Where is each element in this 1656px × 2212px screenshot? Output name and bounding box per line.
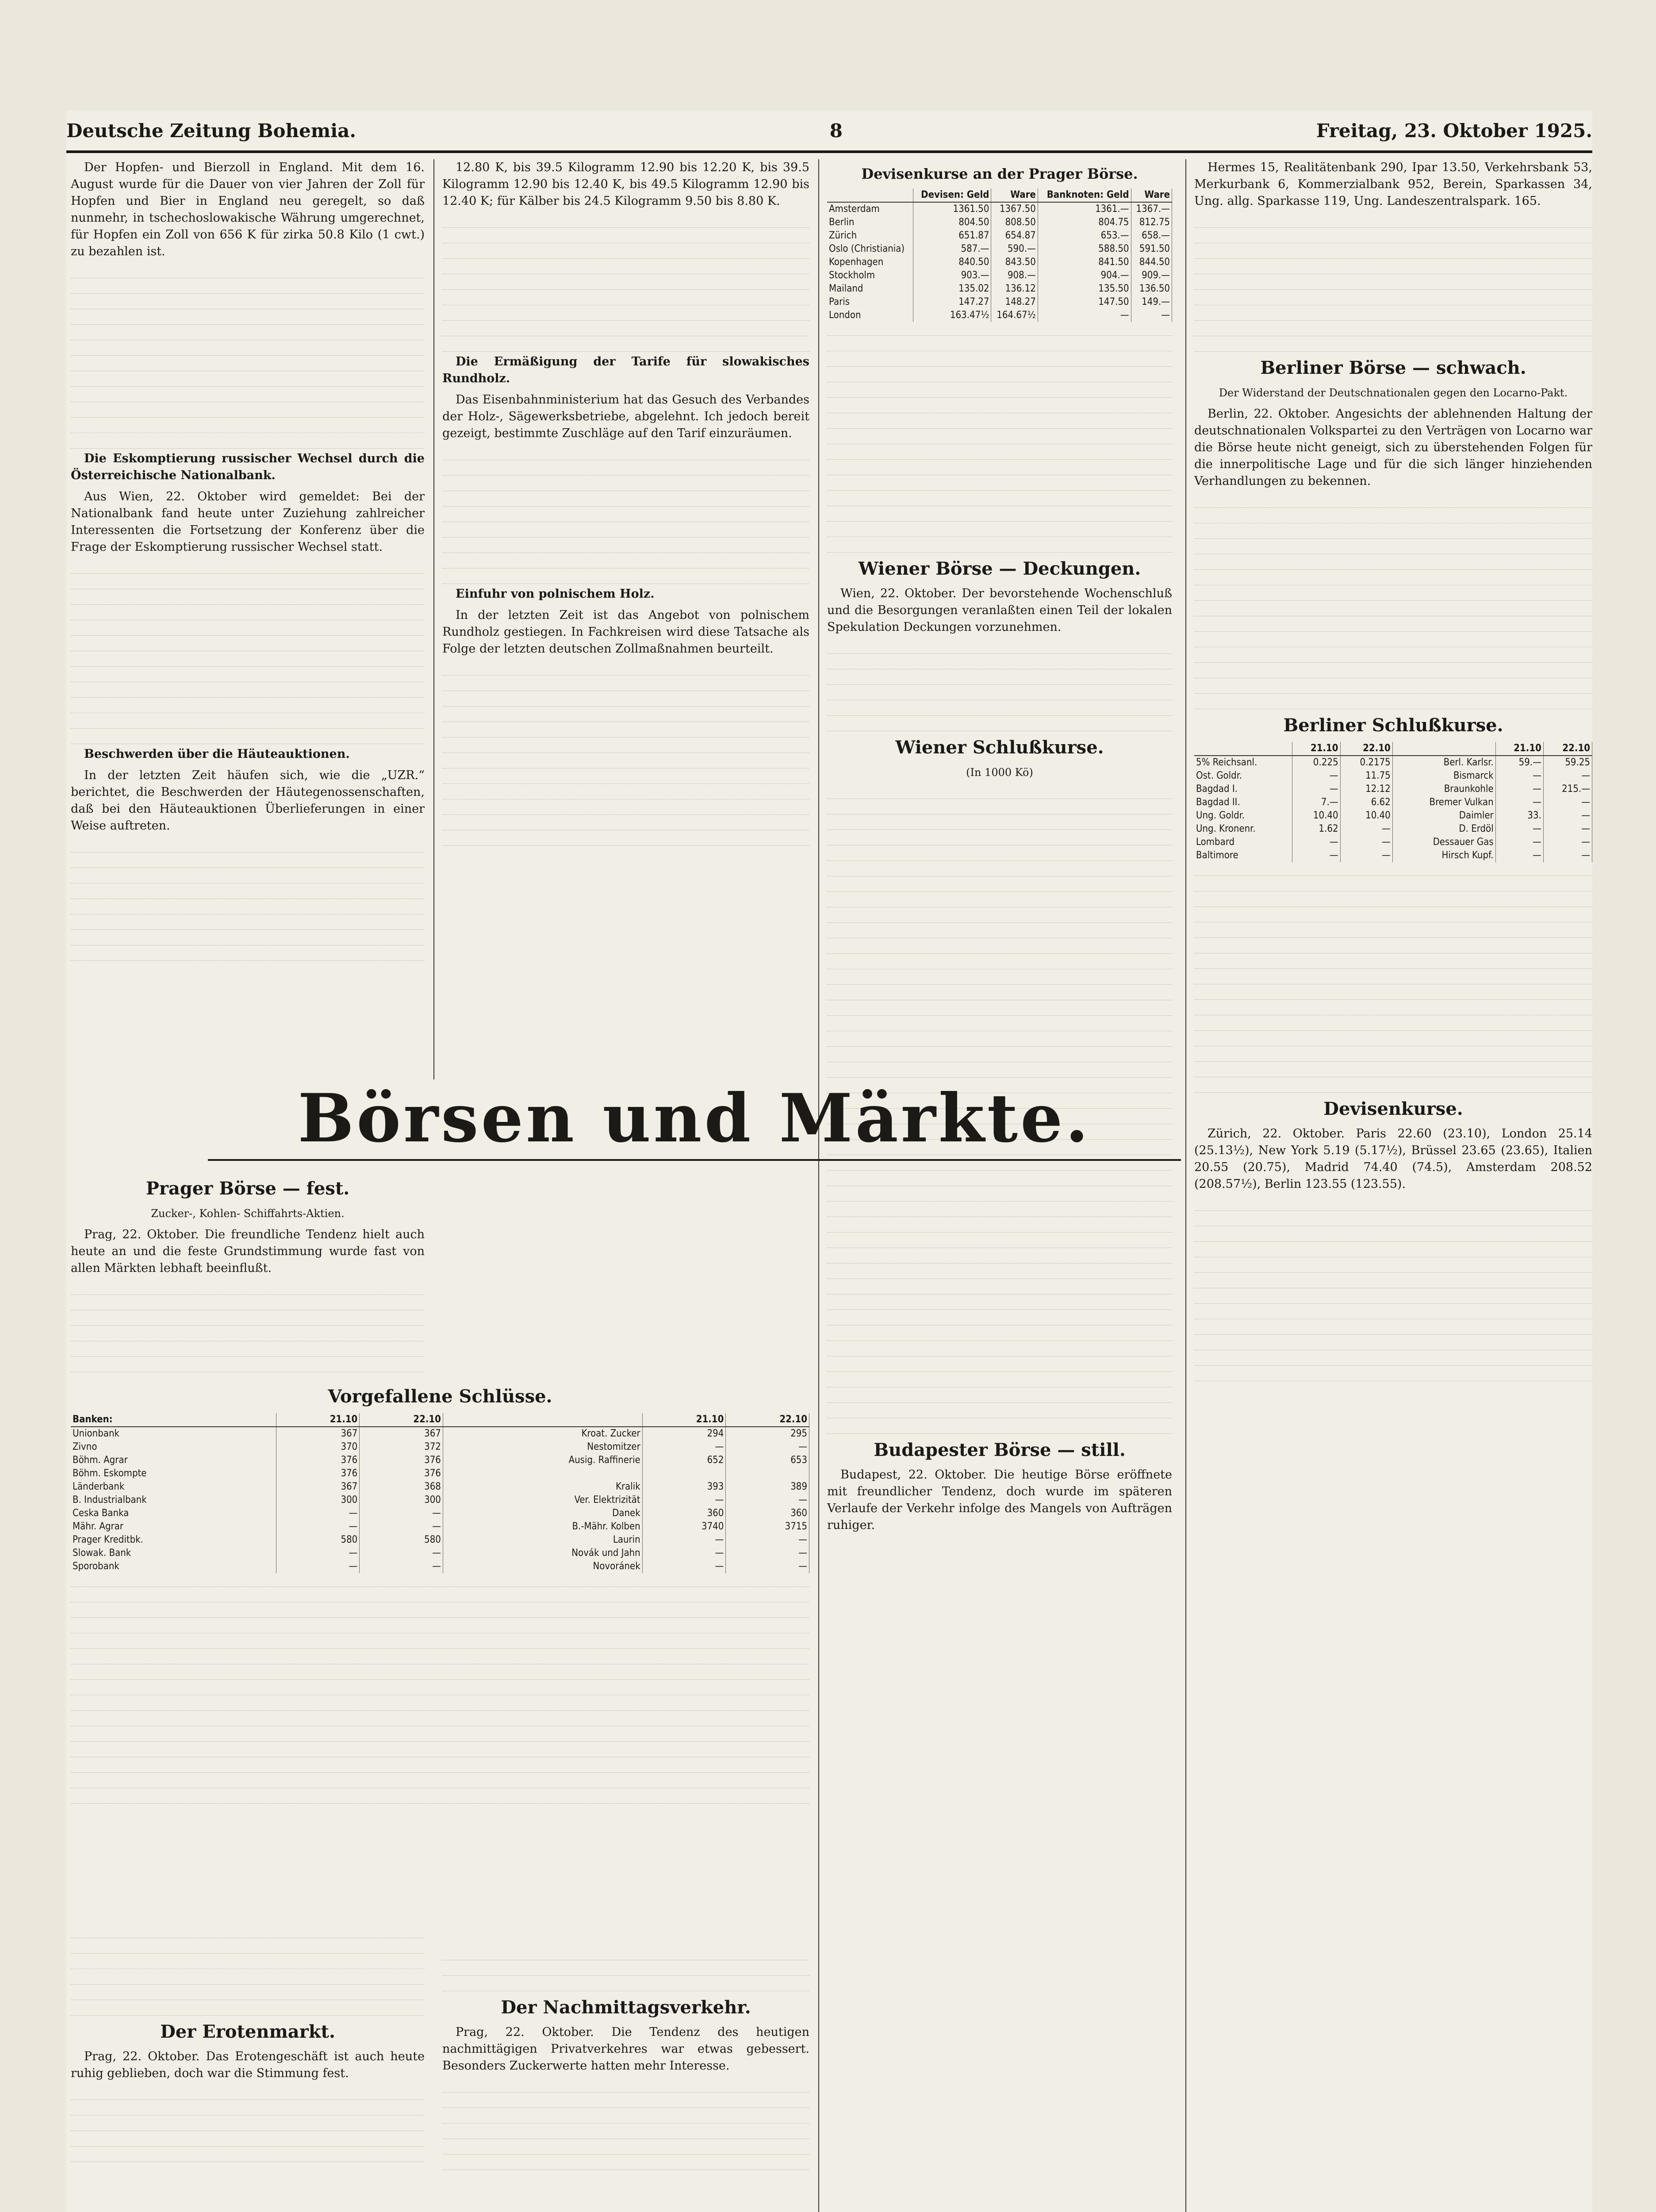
table-cell: 59.—: [1495, 756, 1543, 769]
table-cell: Mähr. Agrar: [71, 1520, 276, 1533]
table-header-cell: 21.10: [1292, 742, 1340, 756]
closing-row: [71, 1507, 809, 1520]
table-cell: 843.50: [991, 256, 1038, 269]
table-cell: Amsterdam: [827, 202, 913, 216]
table-cell: 7.—: [1292, 796, 1340, 809]
table-cell: Novoránek: [443, 1560, 642, 1573]
table-header-cell: Ware: [991, 188, 1038, 202]
table-cell: Ost. Goldr.: [1194, 769, 1292, 783]
table-cell: Zivno: [71, 1440, 276, 1454]
rate-row: [827, 229, 1172, 242]
table-cell: Länderbank: [71, 1480, 276, 1494]
table-cell: 653: [726, 1454, 809, 1467]
table-cell: —: [1543, 822, 1592, 836]
table-cell: 147.27: [913, 296, 991, 309]
table-cell: 909.—: [1131, 269, 1172, 282]
closing-row: [71, 1520, 809, 1533]
table-header-cell: 22.10: [1543, 742, 1592, 756]
table-cell: Bagdad II.: [1194, 796, 1292, 809]
table-cell: 136.50: [1131, 282, 1172, 296]
table-cell: 164.67½: [991, 309, 1038, 322]
table-cell: 295: [726, 1427, 809, 1440]
table-cell: Slowak. Bank: [71, 1547, 276, 1560]
table-cell: [726, 1467, 809, 1480]
headline-schluesse: Vorgefallene Schlüsse.: [328, 1386, 552, 1407]
subheadline-locarno: Der Widerstand der Deutschnationalen gegen den Locarno-Pakt.: [1219, 387, 1568, 399]
table-cell: Kralik: [443, 1480, 642, 1494]
article-rundholz: Das Eisenbahnministerium hat das Gesuch des Verbandes der Holz-, Sägewerksbetriebe, abgelehnt. Ich jedoch bereit gezeigt, bestimmte Zuschläge auf den Tarif einzuräumen.: [442, 393, 809, 440]
table-cell: —: [1495, 836, 1543, 849]
table-cell: 587.—: [913, 242, 991, 256]
headline-berliner-boerse: Berliner Börse — schwach.: [1260, 357, 1526, 378]
headline-erotenmarkt: Der Erotenmarkt.: [160, 2021, 335, 2042]
table-cell: —: [1543, 796, 1592, 809]
table-cell: 0.225: [1292, 756, 1340, 769]
table-cell: —: [726, 1547, 809, 1560]
article-budapest-kurse: Hermes 15, Realitätenbank 290, Ipar 13.50, Verkehrsbank 53, Merkurbank 6, Kommerzialbank 952, Berein, Sparkassen 34, Ung. allg. Sparkasse 119, Ung. Landeszentralspark. 165.: [1194, 161, 1592, 208]
rate-row: [827, 296, 1172, 309]
table-cell: 376: [360, 1467, 443, 1480]
table-header-cell: 21.10: [642, 1413, 726, 1427]
table-cell: Mailand: [827, 282, 913, 296]
table-cell: Bagdad I.: [1194, 783, 1292, 796]
closing-row: [71, 1560, 809, 1573]
table-cell: —: [1340, 822, 1392, 836]
exoten-block: [71, 1924, 425, 2164]
table-cell: 658.—: [1131, 229, 1172, 242]
table-header-cell: [443, 1413, 642, 1427]
closings-table: [71, 1413, 809, 1573]
table-cell: Daimler: [1392, 809, 1495, 822]
article-haeute: In der letzten Zeit häufen sich, wie die „UZR.“ berichtet, die Beschwerden der Häutegenossenschaften, daß bei den Häuteauktionen Überlieferungen in einer Weise auftreten.: [71, 768, 425, 833]
table-cell: —: [642, 1494, 726, 1507]
table-cell: 653.—: [1038, 229, 1131, 242]
table-cell: —: [1495, 822, 1543, 836]
prague-rates-table: [827, 188, 1172, 322]
article-prager-boerse: Prag, 22. Oktober. Die freundliche Tendenz hielt auch heute an und die feste Grundstimmung wurde fast von allen Märkten lebhaft beeinflußt.: [71, 1228, 425, 1275]
berlin-row: [1194, 783, 1592, 796]
table-cell: 12.12: [1340, 783, 1392, 796]
closings-block: [71, 1380, 809, 1805]
berlin-row: [1194, 822, 1592, 836]
table-cell: 294: [642, 1427, 726, 1440]
paper-name: Deutsche Zeitung Bohemia.: [66, 119, 356, 142]
berlin-row: [1194, 836, 1592, 849]
table-cell: 654.87: [991, 229, 1038, 242]
table-cell: —: [642, 1560, 726, 1573]
table-cell: —: [276, 1507, 360, 1520]
table-cell: —: [642, 1440, 726, 1454]
headline-rundholz: Die Ermäßigung der Tarife für slowakisches Rundholz.: [442, 355, 809, 385]
berlin-row: [1194, 769, 1592, 783]
table-cell: 1367.50: [991, 202, 1038, 216]
headline-prager-boerse: Prager Börse — fest.: [146, 1178, 350, 1199]
table-header-cell: 22.10: [726, 1413, 809, 1427]
table-cell: Danek: [443, 1507, 642, 1520]
rate-row: [827, 216, 1172, 229]
table-cell: 135.02: [913, 282, 991, 296]
headline-devisenkurse: Devisenkurse.: [1323, 1098, 1463, 1119]
table-cell: 651.87: [913, 229, 991, 242]
table-cell: London: [827, 309, 913, 322]
article-budapest: Budapest, 22. Oktober. Die heutige Börse eröffnete mit freundlicher Tendenz, doch wurde im späteren Verlaufe der Verkehr infolge des Mangels von Aufträgen ruhiger.: [827, 1468, 1172, 1532]
table-cell: —: [642, 1547, 726, 1560]
table-cell: 147.50: [1038, 296, 1131, 309]
table-header-cell: 22.10: [1340, 742, 1392, 756]
berlin-row: [1194, 809, 1592, 822]
rate-row: [827, 202, 1172, 216]
table-cell: 908.—: [991, 269, 1038, 282]
table-cell: —: [360, 1520, 443, 1533]
table-cell: Ausig. Raffinerie: [443, 1454, 642, 1467]
table-header-cell: Ware: [1131, 188, 1172, 202]
table-cell: 580: [360, 1533, 443, 1547]
table-cell: Novák und Jahn: [443, 1547, 642, 1560]
table-cell: Prager Kreditbk.: [71, 1533, 276, 1547]
table-header-cell: [827, 188, 913, 202]
table-cell: 59.25: [1543, 756, 1592, 769]
table-cell: Bremer Vulkan: [1392, 796, 1495, 809]
table-cell: 372: [360, 1440, 443, 1454]
table-cell: Böhm. Eskompte: [71, 1467, 276, 1480]
table-cell: 1361.—: [1038, 202, 1131, 216]
table-cell: 376: [276, 1454, 360, 1467]
table-cell: 3715: [726, 1520, 809, 1533]
section-rule: [208, 1159, 1181, 1161]
table-cell: 149.—: [1131, 296, 1172, 309]
subheadline-prager: Zucker-, Kohlen- Schiffahrts-Aktien.: [151, 1207, 345, 1220]
headline-polnisch: Einfuhr von polnischem Holz.: [456, 587, 655, 601]
prague-market-column: [71, 1172, 425, 1374]
page-number: 8: [829, 119, 843, 142]
rate-row: [827, 256, 1172, 269]
table-cell: 804.50: [913, 216, 991, 229]
page-header: [66, 113, 1592, 148]
table-cell: —: [360, 1547, 443, 1560]
berlin-closing-table: [1194, 742, 1592, 862]
table-cell: Böhm. Agrar: [71, 1454, 276, 1467]
rate-row: [827, 309, 1172, 322]
table-cell: —: [642, 1533, 726, 1547]
table-cell: —: [276, 1547, 360, 1560]
table-cell: —: [1495, 769, 1543, 783]
table-cell: 10.40: [1340, 809, 1392, 822]
table-cell: 0.2175: [1340, 756, 1392, 769]
table-cell: —: [1340, 836, 1392, 849]
table-cell: 844.50: [1131, 256, 1172, 269]
table-cell: Unionbank: [71, 1427, 276, 1440]
table-cell: —: [1292, 769, 1340, 783]
table-cell: Ung. Kronenr.: [1194, 822, 1292, 836]
article-erotenmarkt: Prag, 22. Oktober. Das Erotengeschäft ist auch heute ruhig geblieben, doch war die Stimmung fest.: [71, 2050, 425, 2080]
table-cell: Sporobank: [71, 1560, 276, 1573]
table-cell: Braunkohle: [1392, 783, 1495, 796]
table-cell: —: [360, 1560, 443, 1573]
article-hopfen: Der Hopfen- und Bierzoll in England. Mit dem 16. August wurde für die Dauer von vier Jahren der Zoll für Hopfen und Bier in England neu geregelt, so daß nunmehr, in tschechoslowakische Währung umgerechnet, für Hopfen ein Zoll von 656 K für zirka 50.8 Kilo (1 cwt.) zu bezahlen ist.: [71, 161, 425, 258]
table-cell: Oslo (Christiania): [827, 242, 913, 256]
table-cell: 840.50: [913, 256, 991, 269]
closing-row: [71, 1480, 809, 1494]
table-cell: 300: [276, 1494, 360, 1507]
table-cell: —: [1543, 849, 1592, 862]
table-cell: 904.—: [1038, 269, 1131, 282]
table-cell: D. Erdöl: [1392, 822, 1495, 836]
article-devisenkurse: Zürich, 22. Oktober. Paris 22.60 (23.10), London 25.14 (25.13½), New York 5.19 (5.17½), Brüssel 23.65 (23.65), Italien 20.55 (20.75), Madrid 74.40 (74.5), Amsterdam 208.52 (208.57½), Berlin 123.55 (123.55).: [1194, 1127, 1592, 1191]
table-cell: Paris: [827, 296, 913, 309]
table-cell: —: [726, 1560, 809, 1573]
issue-date: Freitag, 23. Oktober 1925.: [1316, 119, 1592, 142]
table-cell: 591.50: [1131, 242, 1172, 256]
table-header-cell: [1194, 742, 1292, 756]
table-cell: —: [726, 1533, 809, 1547]
table-cell: Dessauer Gas: [1392, 836, 1495, 849]
table-cell: Baltimore: [1194, 849, 1292, 862]
table-cell: 812.75: [1131, 216, 1172, 229]
table-cell: 215.—: [1543, 783, 1592, 796]
table-cell: 135.50: [1038, 282, 1131, 296]
table-cell: 368: [360, 1480, 443, 1494]
article-nachmittag: Prag, 22. Oktober. Die Tendenz des heutigen nachmittägigen Privatverkehres war etwas gebessert. Besonders Zuckerwerte hatten mehr Interesse.: [442, 2025, 809, 2073]
table-cell: Berl. Karlsr.: [1392, 756, 1495, 769]
table-cell: [443, 1467, 642, 1480]
table-cell: Lombard: [1194, 836, 1292, 849]
headline-devisen-prag: Devisenkurse an der Prager Börse.: [861, 165, 1138, 182]
table-header-cell: Banken:: [71, 1413, 276, 1427]
headline-haeute: Beschwerden über die Häuteauktionen.: [84, 747, 350, 761]
column-divider: [1185, 159, 1186, 2212]
table-cell: 1367.—: [1131, 202, 1172, 216]
closing-row: [71, 1494, 809, 1507]
article-berliner-boerse: Berlin, 22. Oktober. Angesichts der ablehnenden Haltung der deutschnationalen Volkspartei zu den Verträgen von Locarno war die Börse heute nicht geneigt, sich zu überstehenden Folgen für die innerpolitische Lage und für die sich länger hinziehenden Verhandlungen zu bekennen.: [1194, 407, 1592, 488]
table-cell: 580: [276, 1533, 360, 1547]
unit-note: (In 1000 Kö): [966, 766, 1033, 779]
table-cell: Laurin: [443, 1533, 642, 1547]
rate-row: [827, 242, 1172, 256]
table-cell: [642, 1467, 726, 1480]
table-cell: 360: [726, 1507, 809, 1520]
table-cell: 367: [360, 1427, 443, 1440]
headline-wiener-boerse: Wiener Börse — Deckungen.: [858, 558, 1141, 579]
table-cell: Zürich: [827, 229, 913, 242]
closing-row: [71, 1440, 809, 1454]
table-cell: —: [1340, 849, 1392, 862]
table-cell: 11.75: [1340, 769, 1392, 783]
closing-row: [71, 1533, 809, 1547]
table-cell: —: [1131, 309, 1172, 322]
table-cell: Nestomitzer: [443, 1440, 642, 1454]
table-header-cell: Devisen: Geld: [913, 188, 991, 202]
table-cell: —: [1495, 783, 1543, 796]
table-cell: Bismarck: [1392, 769, 1495, 783]
table-cell: Hirsch Kupf.: [1392, 849, 1495, 862]
headline-berliner-schluss: Berliner Schlußkurse.: [1283, 715, 1503, 736]
table-cell: 367: [276, 1427, 360, 1440]
table-cell: 360: [642, 1507, 726, 1520]
berlin-row: [1194, 849, 1592, 862]
table-cell: 10.40: [1292, 809, 1340, 822]
column-divider: [433, 159, 434, 1079]
column-4: [1194, 159, 1592, 1383]
table-cell: —: [1543, 836, 1592, 849]
column-3: [827, 159, 1172, 1538]
rate-row: [827, 282, 1172, 296]
table-cell: 136.12: [991, 282, 1038, 296]
table-cell: Ceska Banka: [71, 1507, 276, 1520]
table-cell: 808.50: [991, 216, 1038, 229]
table-cell: Ver. Elektrizität: [443, 1494, 642, 1507]
table-cell: —: [1038, 309, 1131, 322]
table-cell: Ung. Goldr.: [1194, 809, 1292, 822]
table-cell: 389: [726, 1480, 809, 1494]
table-header-cell: Banknoten: Geld: [1038, 188, 1131, 202]
table-cell: —: [1543, 769, 1592, 783]
table-header-cell: 21.10: [1495, 742, 1543, 756]
table-cell: —: [276, 1560, 360, 1573]
table-cell: 1361.50: [913, 202, 991, 216]
table-cell: B.-Mähr. Kolben: [443, 1520, 642, 1533]
table-cell: 3740: [642, 1520, 726, 1533]
table-cell: 588.50: [1038, 242, 1131, 256]
article-wiener-boerse: Wien, 22. Oktober. Der bevorstehende Wochenschluß und die Besorgungen veranlaßten einen Teil der lokalen Spekulation Deckungen vorzunehmen.: [827, 587, 1172, 634]
headline-budapest: Budapester Börse — still.: [874, 1440, 1126, 1460]
table-cell: B. Industrialbank: [71, 1494, 276, 1507]
berlin-row: [1194, 796, 1592, 809]
table-cell: Kopenhagen: [827, 256, 913, 269]
closing-row: [71, 1547, 809, 1560]
article-eskompte: Aus Wien, 22. Oktober wird gemeldet: Bei der Nationalbank fand heute unter Zuziehung zahlreicher Interessenten die Fortsetzung der Konferenz über die Frage der Eskomptierung russischer Wechsel statt.: [71, 490, 425, 554]
headline-wiener-schluss: Wiener Schlußkurse.: [895, 737, 1104, 758]
berlin-row: [1194, 756, 1592, 769]
table-cell: 841.50: [1038, 256, 1131, 269]
table-cell: —: [726, 1494, 809, 1507]
table-cell: 376: [276, 1467, 360, 1480]
article-polnisch: In der letzten Zeit ist das Angebot von polnischem Rundholz gestiegen. In Fachkreisen wird diese Tatsache als Folge der letzten deutschen Zollmaßnahmen beurteilt.: [442, 608, 809, 656]
nachmittag-block: [442, 1947, 809, 2172]
column-1: [71, 159, 425, 963]
table-header-cell: [1392, 742, 1495, 756]
table-cell: 163.47½: [913, 309, 991, 322]
table-cell: —: [360, 1507, 443, 1520]
table-cell: 6.62: [1340, 796, 1392, 809]
headline-nachmittag: Der Nachmittagsverkehr.: [501, 1997, 751, 2018]
table-cell: 33.: [1495, 809, 1543, 822]
table-cell: —: [726, 1440, 809, 1454]
closing-row: [71, 1454, 809, 1467]
column-divider: [818, 159, 819, 2212]
header-rule: [66, 150, 1592, 153]
table-cell: 300: [360, 1494, 443, 1507]
table-header-cell: 22.10: [360, 1413, 443, 1427]
table-cell: 148.27: [991, 296, 1038, 309]
table-cell: —: [1292, 849, 1340, 862]
table-cell: 5% Reichsanl.: [1194, 756, 1292, 769]
table-cell: 590.—: [991, 242, 1038, 256]
table-cell: —: [1543, 809, 1592, 822]
table-cell: 393: [642, 1480, 726, 1494]
table-cell: —: [1495, 849, 1543, 862]
article-viehmarkt: 12.80 K, bis 39.5 Kilogramm 12.90 bis 12.20 K, bis 39.5 Kilogramm 12.90 bis 12.40 K, bis 49.5 Kilogramm 12.90 bis 12.40 K; für Kälber bis 24.5 Kilogramm 9.50 bis 8.80 K.: [442, 161, 809, 208]
table-cell: —: [1292, 836, 1340, 849]
table-cell: —: [1292, 783, 1340, 796]
table-cell: Berlin: [827, 216, 913, 229]
table-cell: 804.75: [1038, 216, 1131, 229]
table-cell: 367: [276, 1480, 360, 1494]
headline-eskompte: Die Eskomptierung russischer Wechsel durch die Österreichische Nationalbank.: [71, 452, 425, 482]
table-cell: —: [1495, 796, 1543, 809]
table-cell: 376: [360, 1454, 443, 1467]
table-cell: —: [276, 1520, 360, 1533]
column-2: [442, 159, 809, 848]
section-title: Börsen und Märkte.: [298, 1079, 1091, 1157]
table-cell: 1.62: [1292, 822, 1340, 836]
table-cell: 903.—: [913, 269, 991, 282]
closing-row: [71, 1467, 809, 1480]
table-cell: 370: [276, 1440, 360, 1454]
table-cell: 652: [642, 1454, 726, 1467]
closing-row: [71, 1427, 809, 1440]
rate-row: [827, 269, 1172, 282]
table-header-cell: 21.10: [276, 1413, 360, 1427]
table-cell: Stockholm: [827, 269, 913, 282]
table-cell: Kroat. Zucker: [443, 1427, 642, 1440]
